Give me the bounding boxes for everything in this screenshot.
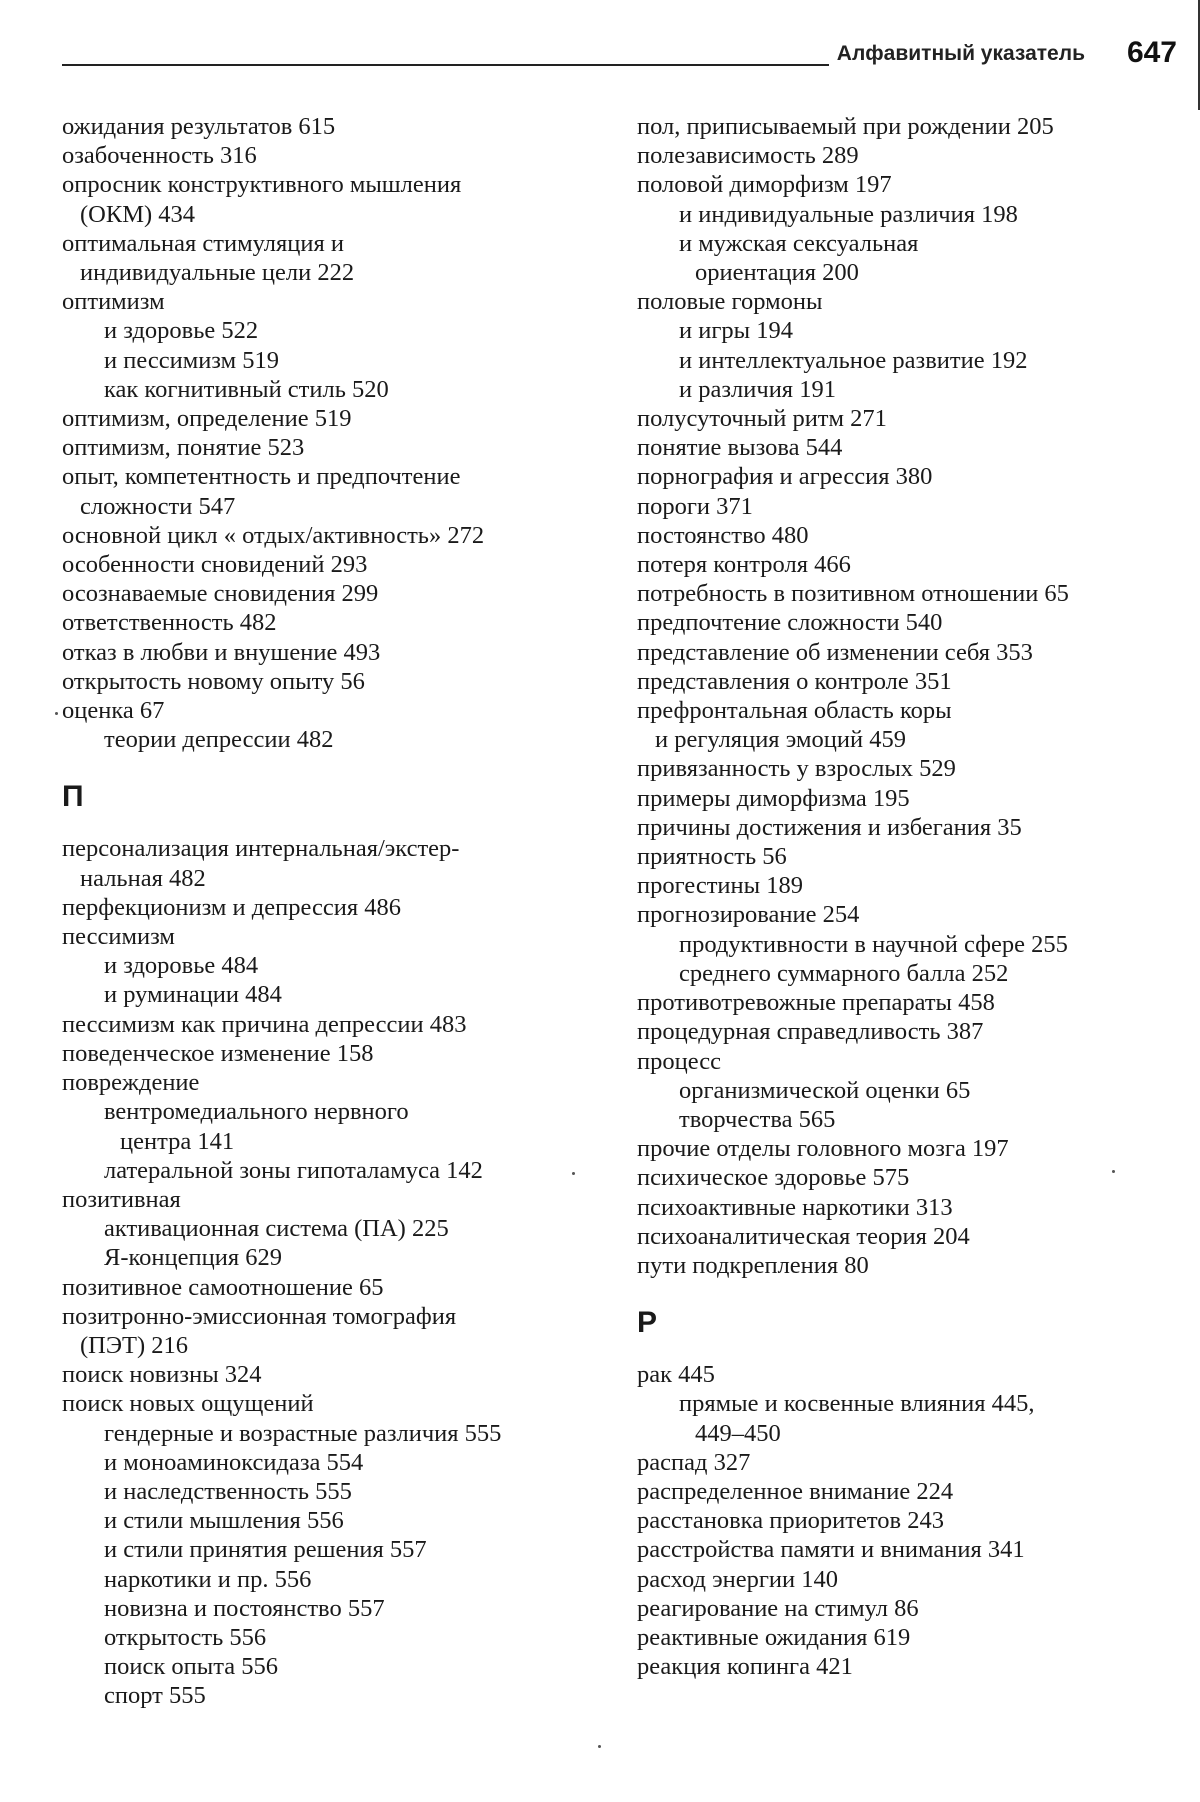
index-entry: и здоровье 484 <box>62 951 622 980</box>
scan-speck <box>1112 1170 1115 1173</box>
index-entry: постоянство 480 <box>637 521 1200 550</box>
index-entry: прогнозирование 254 <box>637 900 1200 929</box>
index-entry: позитивное самоотношение 65 <box>62 1273 622 1302</box>
index-entry: среднего суммарного балла 252 <box>637 959 1200 988</box>
scan-speck <box>598 1745 601 1748</box>
index-entry: половой диморфизм 197 <box>637 170 1200 199</box>
index-entry: поиск опыта 556 <box>62 1652 622 1681</box>
index-entry: творчества 565 <box>637 1105 1200 1134</box>
left-entries-o <box>62 112 622 754</box>
section-letter-r: Р <box>637 1294 1200 1352</box>
right-column <box>637 112 1200 1681</box>
index-entry: опросник конструктивного мышления <box>62 170 622 199</box>
index-entry: и здоровье 522 <box>62 316 622 345</box>
index-entry: теории депрессии 482 <box>62 725 622 754</box>
index-entry: 449–450 <box>637 1419 1200 1448</box>
index-entry: оптимизм, понятие 523 <box>62 433 622 462</box>
index-entry: расстройства памяти и внимания 341 <box>637 1535 1200 1564</box>
index-entry: сложности 547 <box>62 492 622 521</box>
index-entry: вентромедиального нервного <box>62 1097 622 1126</box>
index-entry: распад 327 <box>637 1448 1200 1477</box>
index-entry: латеральной зоны гипоталамуса 142 <box>62 1156 622 1185</box>
page-number: 647 <box>1127 36 1177 70</box>
index-entry: (ПЭТ) 216 <box>62 1331 622 1360</box>
index-entry: осознаваемые сновидения 299 <box>62 579 622 608</box>
index-entry: предпочтение сложности 540 <box>637 608 1200 637</box>
scan-speck <box>55 712 58 715</box>
index-entry: как когнитивный стиль 520 <box>62 375 622 404</box>
index-entry: (ОКМ) 434 <box>62 200 622 229</box>
index-entry: открытость 556 <box>62 1623 622 1652</box>
left-entries-p <box>62 834 622 1710</box>
index-entry: и стили принятия решения 557 <box>62 1535 622 1564</box>
index-entry: психическое здоровье 575 <box>637 1163 1200 1192</box>
index-entry: пути подкрепления 80 <box>637 1251 1200 1280</box>
index-entry: психоактивные наркотики 313 <box>637 1193 1200 1222</box>
index-entry: полезависимость 289 <box>637 141 1200 170</box>
index-entry: ответственность 482 <box>62 608 622 637</box>
index-entry: открытость новому опыту 56 <box>62 667 622 696</box>
index-entry: отказ в любви и внушение 493 <box>62 638 622 667</box>
index-entry: и игры 194 <box>637 316 1200 345</box>
running-title: Алфавитный указатель <box>829 42 1085 66</box>
index-entry: представление об изменении себя 353 <box>637 638 1200 667</box>
index-entry: оптимизм <box>62 287 622 316</box>
index-entry: реагирование на стимул 86 <box>637 1594 1200 1623</box>
index-entry: противотревожные препараты 458 <box>637 988 1200 1017</box>
index-entry: персонализация интернальная/экстер- <box>62 834 622 863</box>
index-entry: поиск новых ощущений <box>62 1389 622 1418</box>
index-entry: основной цикл « отдых/активность» 272 <box>62 521 622 550</box>
index-entry: причины достижения и избегания 35 <box>637 813 1200 842</box>
index-entry: пол, приписываемый при рождении 205 <box>637 112 1200 141</box>
index-entry: реакция копинга 421 <box>637 1652 1200 1681</box>
index-entry: поведенческое изменение 158 <box>62 1039 622 1068</box>
index-entry: оценка 67 <box>62 696 622 725</box>
index-entry: и различия 191 <box>637 375 1200 404</box>
index-entry: расстановка приоритетов 243 <box>637 1506 1200 1535</box>
right-entries-p <box>637 112 1200 1280</box>
index-entry: расход энергии 140 <box>637 1565 1200 1594</box>
index-entry: индивидуальные цели 222 <box>62 258 622 287</box>
index-entry: и регуляция эмоций 459 <box>637 725 1200 754</box>
index-entry: прочие отделы головного мозга 197 <box>637 1134 1200 1163</box>
index-entry: приятность 56 <box>637 842 1200 871</box>
index-entry: распределенное внимание 224 <box>637 1477 1200 1506</box>
index-entry: пессимизм <box>62 922 622 951</box>
index-entry: половые гормоны <box>637 287 1200 316</box>
index-entry: наркотики и пр. 556 <box>62 1565 622 1594</box>
index-entry: спорт 555 <box>62 1681 622 1710</box>
index-entry: позитивная <box>62 1185 622 1214</box>
index-entry: и пессимизм 519 <box>62 346 622 375</box>
page-header <box>62 38 1177 78</box>
index-entry: Я-концепция 629 <box>62 1243 622 1272</box>
index-entry: привязанность у взрослых 529 <box>637 754 1200 783</box>
index-entry: прогестины 189 <box>637 871 1200 900</box>
index-entry: потеря контроля 466 <box>637 550 1200 579</box>
scan-speck <box>572 1172 575 1175</box>
index-entry: центра 141 <box>62 1127 622 1156</box>
index-entry: поиск новизны 324 <box>62 1360 622 1389</box>
index-entry: особенности сновидений 293 <box>62 550 622 579</box>
index-entry: ориентация 200 <box>637 258 1200 287</box>
index-entry: и наследственность 555 <box>62 1477 622 1506</box>
index-entry: психоаналитическая теория 204 <box>637 1222 1200 1251</box>
left-column <box>62 112 622 1711</box>
index-entry: озабоченность 316 <box>62 141 622 170</box>
index-entry: продуктивности в научной сфере 255 <box>637 930 1200 959</box>
right-entries-r <box>637 1360 1200 1681</box>
index-entry: понятие вызова 544 <box>637 433 1200 462</box>
index-entry: и мужская сексуальная <box>637 229 1200 258</box>
index-entry: ожидания результатов 615 <box>62 112 622 141</box>
index-entry: рак 445 <box>637 1360 1200 1389</box>
index-entry: и стили мышления 556 <box>62 1506 622 1535</box>
index-entry: позитронно-эмиссионная томография <box>62 1302 622 1331</box>
index-entry: перфекционизм и депрессия 486 <box>62 893 622 922</box>
index-entry: активационная система (ПА) 225 <box>62 1214 622 1243</box>
index-entry: и моноаминоксидаза 554 <box>62 1448 622 1477</box>
index-entry: и индивидуальные различия 198 <box>637 200 1200 229</box>
index-entry: процесс <box>637 1047 1200 1076</box>
index-entry: процедурная справедливость 387 <box>637 1017 1200 1046</box>
index-entry: нальная 482 <box>62 864 622 893</box>
index-entry: оптимальная стимуляция и <box>62 229 622 258</box>
index-entry: новизна и постоянство 557 <box>62 1594 622 1623</box>
index-entry: прямые и косвенные влияния 445, <box>637 1389 1200 1418</box>
index-entry: и руминации 484 <box>62 980 622 1009</box>
index-entry: и интеллектуальное развитие 192 <box>637 346 1200 375</box>
index-entry: гендерные и возрастные различия 555 <box>62 1419 622 1448</box>
index-entry: реактивные ожидания 619 <box>637 1623 1200 1652</box>
index-entry: префронтальная область коры <box>637 696 1200 725</box>
index-entry: опыт, компетентность и предпочтение <box>62 462 622 491</box>
index-entry: представления о контроле 351 <box>637 667 1200 696</box>
index-entry: повреждение <box>62 1068 622 1097</box>
index-entry: порнография и агрессия 380 <box>637 462 1200 491</box>
index-entry: пессимизм как причина депрессии 483 <box>62 1010 622 1039</box>
index-entry: пороги 371 <box>637 492 1200 521</box>
index-entry: оптимизм, определение 519 <box>62 404 622 433</box>
index-entry: полусуточный ритм 271 <box>637 404 1200 433</box>
section-letter-p: П <box>62 768 622 826</box>
index-entry: потребность в позитивном отношении 65 <box>637 579 1200 608</box>
index-entry: организмической оценки 65 <box>637 1076 1200 1105</box>
index-entry: примеры диморфизма 195 <box>637 784 1200 813</box>
